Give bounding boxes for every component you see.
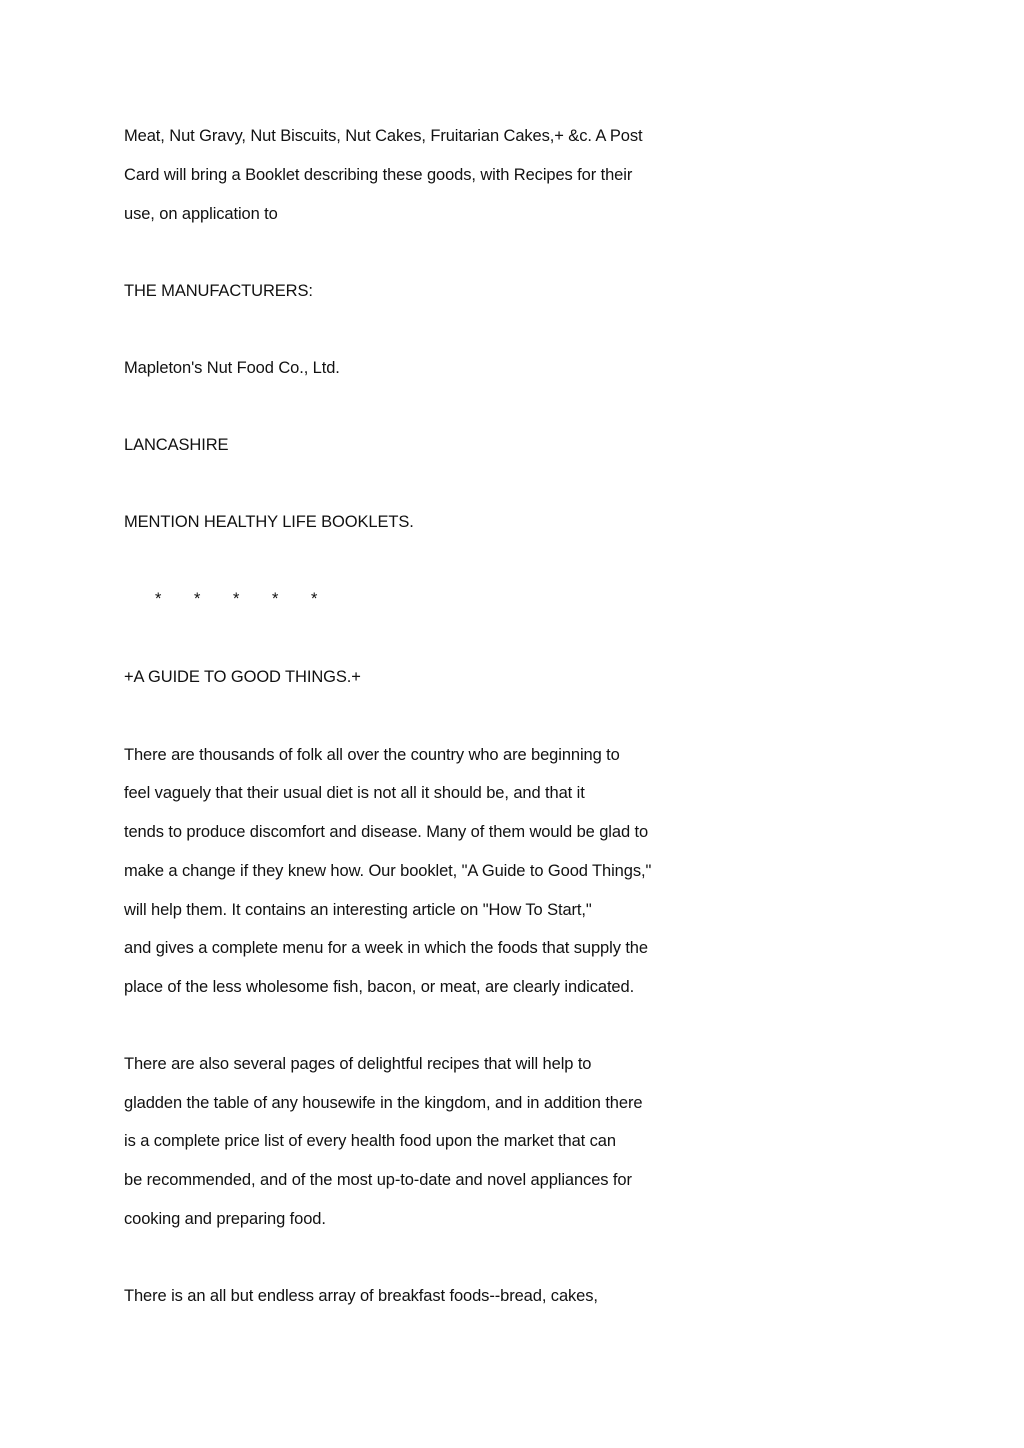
separator-star: * xyxy=(155,590,162,608)
text-line: Card will bring a Booklet describing these goods, with Recipes for their xyxy=(124,166,633,184)
text-line: There are thousands of folk all over the country who are beginning to xyxy=(124,746,620,764)
text-line: gladden the table of any housewife in the kingdom, and in addition there xyxy=(124,1094,643,1112)
section-heading: +A GUIDE TO GOOD THINGS.+ xyxy=(124,668,361,686)
section-separator xyxy=(124,589,344,609)
text-line: use, on application to xyxy=(124,205,278,223)
separator-star: * xyxy=(272,590,279,608)
text-line: make a change if they knew how. Our booklet, "A Guide to Good Things," xyxy=(124,862,652,880)
text-line: place of the less wholesome fish, bacon, or meat, are clearly indicated. xyxy=(124,978,635,996)
text-line: and gives a complete menu for a week in which the foods that supply the xyxy=(124,939,648,957)
separator-star: * xyxy=(311,590,318,608)
text-line: will help them. It contains an interesting article on "How To Start," xyxy=(124,901,592,919)
separator-star: * xyxy=(233,590,240,608)
text-line: tends to produce discomfort and disease. Many of them would be glad to xyxy=(124,823,649,841)
manufacturers-heading: THE MANUFACTURERS: xyxy=(124,282,313,300)
text-line: There is an all but endless array of breakfast foods--bread, cakes, xyxy=(124,1287,598,1305)
text-line: feel vaguely that their usual diet is not all it should be, and that it xyxy=(124,784,585,802)
text-line: is a complete price list of every health food upon the market that can xyxy=(124,1132,616,1150)
company-location: LANCASHIRE xyxy=(124,436,229,454)
text-line: be recommended, and of the most up-to-date and novel appliances for xyxy=(124,1171,632,1189)
company-name: Mapleton's Nut Food Co., Ltd. xyxy=(124,359,340,377)
mention-notice: MENTION HEALTHY LIFE BOOKLETS. xyxy=(124,513,414,531)
text-line: There are also several pages of delightful recipes that will help to xyxy=(124,1055,592,1073)
text-line: cooking and preparing food. xyxy=(124,1210,326,1228)
separator-star: * xyxy=(194,590,201,608)
text-line: Meat, Nut Gravy, Nut Biscuits, Nut Cakes, Fruitarian Cakes,+ &c. A Post xyxy=(124,127,643,145)
